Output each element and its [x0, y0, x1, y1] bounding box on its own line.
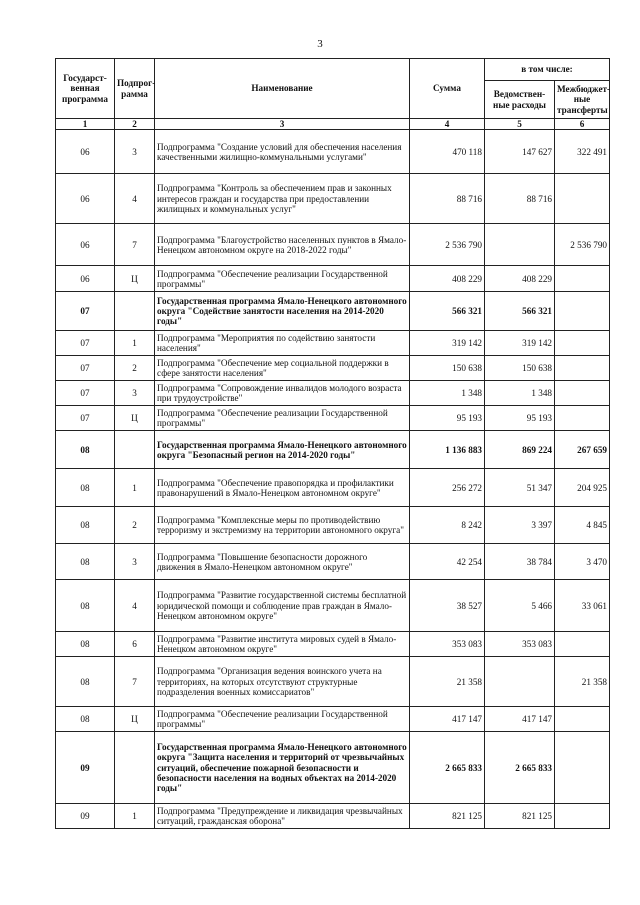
- subprogram-code-cell: 3: [115, 544, 155, 580]
- sum-cell: 470 118: [410, 130, 485, 174]
- transfers-cell: [555, 406, 610, 431]
- subprogram-code-cell: [115, 431, 155, 469]
- column-number: 5: [485, 119, 555, 130]
- table-row: [56, 469, 610, 507]
- sum-cell: 2 536 790: [410, 224, 485, 266]
- departmental-cell: 88 716: [485, 174, 555, 224]
- departmental-cell: 319 142: [485, 331, 555, 356]
- header-transfers: Межбюджет-ные трансферты: [555, 81, 610, 119]
- table-row: [56, 544, 610, 580]
- table-row: [56, 292, 610, 331]
- name-cell: Подпрограмма "Комплексные меры по противодействию терроризму и экстремизму на территории автономного округа": [155, 507, 410, 544]
- table-row: [56, 507, 610, 544]
- table-row: [56, 356, 610, 381]
- state-program-code-cell: 09: [56, 804, 115, 829]
- departmental-cell: 821 125: [485, 804, 555, 829]
- header-name: Наименование: [155, 59, 410, 119]
- state-program-code-cell: 08: [56, 580, 115, 632]
- transfers-cell: [555, 804, 610, 829]
- header-including: в том числе:: [485, 59, 610, 81]
- transfers-cell: 4 845: [555, 507, 610, 544]
- table-row: [56, 580, 610, 632]
- column-number: 3: [155, 119, 410, 130]
- subprogram-code-cell: [115, 732, 155, 804]
- table-row: [56, 804, 610, 829]
- name-cell: Государственная программа Ямало-Ненецкого автономного округа "Содействие занятости населения на 2014-2020 годы": [155, 292, 410, 331]
- subprogram-code-cell: 7: [115, 657, 155, 707]
- sum-cell: 42 254: [410, 544, 485, 580]
- column-number: 6: [555, 119, 610, 130]
- sum-cell: 8 242: [410, 507, 485, 544]
- sum-cell: 408 229: [410, 266, 485, 292]
- subprogram-code-cell: 4: [115, 580, 155, 632]
- state-program-code-cell: 06: [56, 224, 115, 266]
- state-program-code-cell: 06: [56, 266, 115, 292]
- state-program-code-cell: 07: [56, 406, 115, 431]
- name-cell: Подпрограмма "Обеспечение реализации Государственной программы": [155, 707, 410, 732]
- subprogram-code-cell: Ц: [115, 707, 155, 732]
- table-row: [56, 331, 610, 356]
- name-cell: Подпрограмма "Организация ведения воинского учета на территориях, на которых отсутствуют структурные подразделения военных комиссариатов": [155, 657, 410, 707]
- sum-cell: 38 527: [410, 580, 485, 632]
- subprogram-code-cell: 3: [115, 381, 155, 406]
- transfers-cell: 33 061: [555, 580, 610, 632]
- departmental-cell: 3 397: [485, 507, 555, 544]
- transfers-cell: [555, 266, 610, 292]
- transfers-cell: [555, 381, 610, 406]
- state-program-code-cell: 08: [56, 469, 115, 507]
- sum-cell: 417 147: [410, 707, 485, 732]
- header-sum: Сумма: [410, 59, 485, 119]
- departmental-cell: 1 348: [485, 381, 555, 406]
- sum-cell: 319 142: [410, 331, 485, 356]
- name-cell: Государственная программа Ямало-Ненецкого автономного округа "Безопасный регион на 2014-2020 годы": [155, 431, 410, 469]
- subprogram-code-cell: 1: [115, 804, 155, 829]
- state-program-code-cell: 08: [56, 657, 115, 707]
- sum-cell: 256 272: [410, 469, 485, 507]
- state-program-code-cell: 09: [56, 732, 115, 804]
- subprogram-code-cell: 2: [115, 356, 155, 381]
- departmental-cell: 147 627: [485, 130, 555, 174]
- departmental-cell: 869 224: [485, 431, 555, 469]
- table-row: [56, 632, 610, 657]
- header-departmental: Ведомствен-ные расходы: [485, 81, 555, 119]
- name-cell: Подпрограмма "Развитие института мировых судей в Ямало-Ненецком автономном округе": [155, 632, 410, 657]
- state-program-code-cell: 08: [56, 507, 115, 544]
- transfers-cell: [555, 174, 610, 224]
- name-cell: Государственная программа Ямало-Ненецкого автономного округа "Защита населения и территорий от чрезвычайных ситуаций, обеспечение пожарной безопасности и безопасности населения на водных объектах на 2014-2020 годы": [155, 732, 410, 804]
- departmental-cell: 150 638: [485, 356, 555, 381]
- subprogram-code-cell: [115, 292, 155, 331]
- transfers-cell: 267 659: [555, 431, 610, 469]
- departmental-cell: 95 193: [485, 406, 555, 431]
- name-cell: Подпрограмма "Контроль за обеспечением прав и законных интересов граждан и государства при предоставлении жилищных и коммунальных услуг": [155, 174, 410, 224]
- sum-cell: 821 125: [410, 804, 485, 829]
- transfers-cell: 2 536 790: [555, 224, 610, 266]
- name-cell: Подпрограмма "Обеспечение реализации Государственной программы": [155, 266, 410, 292]
- table-row: [56, 130, 610, 174]
- table-row: [56, 431, 610, 469]
- transfers-cell: 204 925: [555, 469, 610, 507]
- state-program-code-cell: 07: [56, 331, 115, 356]
- table-row: [56, 224, 610, 266]
- state-program-code-cell: 08: [56, 707, 115, 732]
- column-number: 2: [115, 119, 155, 130]
- departmental-cell: 51 347: [485, 469, 555, 507]
- transfers-cell: [555, 632, 610, 657]
- subprogram-code-cell: 2: [115, 507, 155, 544]
- subprogram-code-cell: 3: [115, 130, 155, 174]
- budget-table: [55, 58, 610, 829]
- subprogram-code-cell: 4: [115, 174, 155, 224]
- state-program-code-cell: 06: [56, 174, 115, 224]
- table-row: [56, 657, 610, 707]
- state-program-code-cell: 07: [56, 356, 115, 381]
- transfers-cell: [555, 356, 610, 381]
- name-cell: Подпрограмма "Создание условий для обеспечения населения качественными жилищно-коммунальными услугами": [155, 130, 410, 174]
- transfers-cell: 322 491: [555, 130, 610, 174]
- transfers-cell: 21 358: [555, 657, 610, 707]
- table-body: [56, 130, 610, 829]
- departmental-cell: 38 784: [485, 544, 555, 580]
- table-row: [56, 406, 610, 431]
- name-cell: Подпрограмма "Предупреждение и ликвидация чрезвычайных ситуаций, гражданская оборона": [155, 804, 410, 829]
- departmental-cell: 566 321: [485, 292, 555, 331]
- departmental-cell: 417 147: [485, 707, 555, 732]
- header-state-program: Государст-венная программа: [56, 59, 115, 119]
- table-row: [56, 174, 610, 224]
- name-cell: Подпрограмма "Благоустройство населенных пунктов в Ямало-Ненецком автономном округе на 2018-2022 годы": [155, 224, 410, 266]
- name-cell: Подпрограмма "Обеспечение реализации Государственной программы": [155, 406, 410, 431]
- transfers-cell: 3 470: [555, 544, 610, 580]
- subprogram-code-cell: Ц: [115, 266, 155, 292]
- state-program-code-cell: 08: [56, 431, 115, 469]
- state-program-code-cell: 07: [56, 381, 115, 406]
- name-cell: Подпрограмма "Мероприятия по содействию занятости населения": [155, 331, 410, 356]
- sum-cell: 88 716: [410, 174, 485, 224]
- table-row: [56, 732, 610, 804]
- departmental-cell: 2 665 833: [485, 732, 555, 804]
- transfers-cell: [555, 707, 610, 732]
- sum-cell: 21 358: [410, 657, 485, 707]
- sum-cell: 566 321: [410, 292, 485, 331]
- state-program-code-cell: 08: [56, 632, 115, 657]
- table-row: [56, 381, 610, 406]
- table-row: [56, 707, 610, 732]
- subprogram-code-cell: 6: [115, 632, 155, 657]
- state-program-code-cell: 06: [56, 130, 115, 174]
- column-number: 4: [410, 119, 485, 130]
- subprogram-code-cell: 1: [115, 331, 155, 356]
- subprogram-code-cell: 1: [115, 469, 155, 507]
- departmental-cell: [485, 657, 555, 707]
- departmental-cell: 5 466: [485, 580, 555, 632]
- departmental-cell: [485, 224, 555, 266]
- column-number: 1: [56, 119, 115, 130]
- sum-cell: 1 348: [410, 381, 485, 406]
- departmental-cell: 408 229: [485, 266, 555, 292]
- transfers-cell: [555, 732, 610, 804]
- table-row: [56, 266, 610, 292]
- state-program-code-cell: 08: [56, 544, 115, 580]
- name-cell: Подпрограмма "Повышение безопасности дорожного движения в Ямало-Ненецком автономном округе": [155, 544, 410, 580]
- sum-cell: 2 665 833: [410, 732, 485, 804]
- name-cell: Подпрограмма "Обеспечение мер социальной поддержки в сфере занятости населения": [155, 356, 410, 381]
- name-cell: Подпрограмма "Обеспечение правопорядка и профилактики правонарушений в Ямало-Ненецком автономном округе": [155, 469, 410, 507]
- state-program-code-cell: 07: [56, 292, 115, 331]
- name-cell: Подпрограмма "Развитие государственной системы бесплатной юридической помощи и соблюдение прав граждан в Ямало-Ненецком автономном округе": [155, 580, 410, 632]
- name-cell: Подпрограмма "Сопровождение инвалидов молодого возраста при трудоустройстве": [155, 381, 410, 406]
- departmental-cell: 353 083: [485, 632, 555, 657]
- sum-cell: 1 136 883: [410, 431, 485, 469]
- subprogram-code-cell: Ц: [115, 406, 155, 431]
- transfers-cell: [555, 331, 610, 356]
- sum-cell: 95 193: [410, 406, 485, 431]
- header-subprogram: Подпрог-рамма: [115, 59, 155, 119]
- sum-cell: 353 083: [410, 632, 485, 657]
- sum-cell: 150 638: [410, 356, 485, 381]
- transfers-cell: [555, 292, 610, 331]
- page-number: 3: [317, 38, 323, 50]
- subprogram-code-cell: 7: [115, 224, 155, 266]
